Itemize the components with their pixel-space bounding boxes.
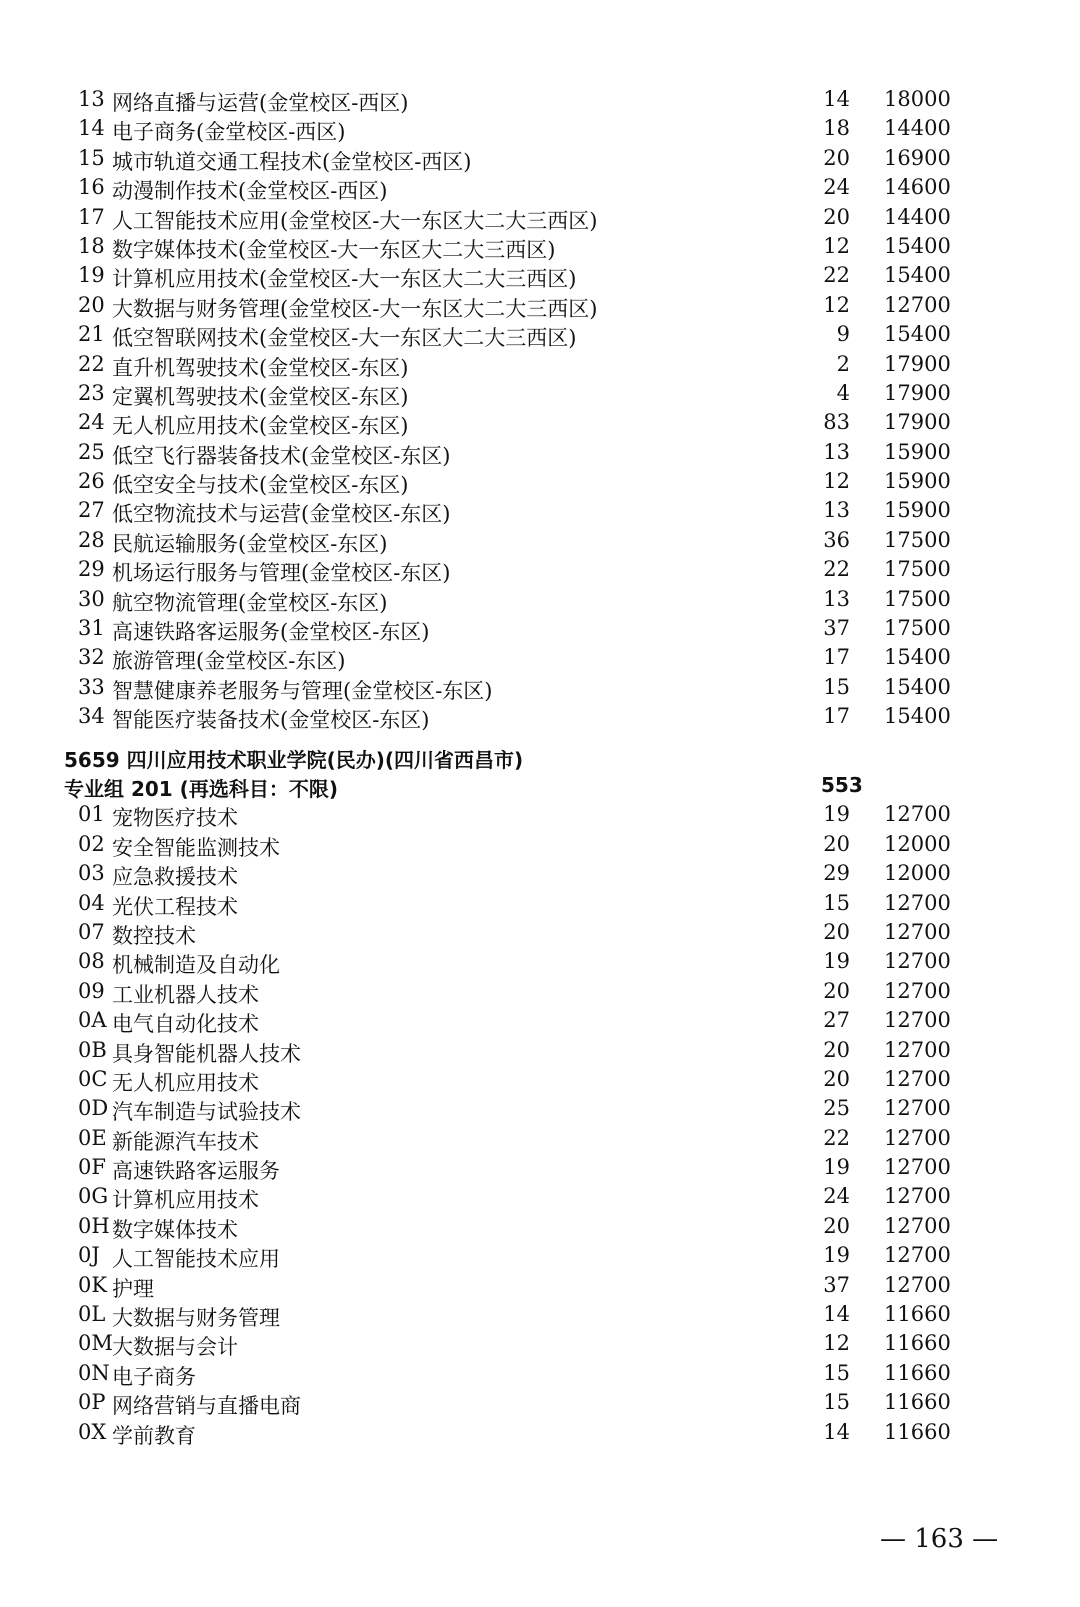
tuition-fee: 17500 [884,557,951,582]
plan-count: 14 [823,1419,850,1444]
tuition-fee: 15400 [884,704,951,729]
major-name: 高速铁路客运服务 [112,1159,280,1184]
table-row [0,947,1080,976]
major-name: 数字媒体技术(金堂校区-大一东区大二大三西区) [112,237,556,262]
tuition-fee: 12700 [884,978,951,1003]
table-row [0,85,1080,114]
tuition-fee: 16900 [884,145,951,170]
table-row [0,1212,1080,1241]
table-row [0,977,1080,1006]
tuition-fee: 15400 [884,674,951,699]
tuition-fee: 17900 [884,351,951,376]
table-row [0,1124,1080,1153]
plan-count: 15 [823,674,850,699]
major-name: 安全智能监测技术 [112,835,280,860]
major-code: 15 [78,145,105,170]
tuition-fee: 12700 [884,919,951,944]
major-code: 0A [78,1008,107,1033]
table-row [0,1359,1080,1388]
plan-count: 83 [823,410,850,435]
table-row [0,144,1080,173]
major-name: 工业机器人技术 [112,982,259,1007]
plan-count: 20 [823,1066,850,1091]
major-code: 18 [78,233,105,258]
major-code: 24 [78,410,105,435]
major-name: 计算机应用技术(金堂校区-大一东区大二大三西区) [112,267,577,292]
table-row [0,350,1080,379]
plan-count: 13 [823,498,850,523]
major-code: 33 [78,674,105,699]
major-name: 电子商务(金堂校区-西区) [112,120,346,145]
tuition-fee: 12700 [884,1037,951,1062]
major-name: 民航运输服务(金堂校区-东区) [112,531,388,556]
major-name: 智慧健康养老服务与管理(金堂校区-东区) [112,678,493,703]
tuition-fee: 12000 [884,831,951,856]
major-code: 0X [78,1419,107,1444]
plan-count: 4 [836,380,850,405]
major-code: 30 [78,586,105,611]
table-row [0,173,1080,202]
plan-count: 15 [823,1390,850,1415]
major-name: 直升机驾驶技术(金堂校区-东区) [112,355,409,380]
major-code: 0P [78,1390,106,1415]
table-row [0,1182,1080,1211]
major-name: 城市轨道交通工程技术(金堂校区-西区) [112,149,472,174]
major-name: 汽车制造与试验技术 [112,1100,301,1125]
tuition-fee: 12700 [884,1184,951,1209]
plan-count: 12 [823,1331,850,1356]
tuition-fee: 12700 [884,949,951,974]
plan-count: 12 [823,233,850,258]
plan-count: 20 [823,204,850,229]
major-name: 低空飞行器装备技术(金堂校区-东区) [112,443,451,468]
plan-count: 12 [823,469,850,494]
plan-count: 19 [823,802,850,827]
table-row [0,203,1080,232]
plan-count: 2 [836,351,850,376]
table-row [0,1418,1080,1447]
tuition-fee: 11660 [884,1331,951,1356]
plan-count: 36 [823,527,850,552]
plan-count: 13 [823,439,850,464]
tuition-fee: 17500 [884,616,951,641]
major-name: 宠物医疗技术 [112,806,238,831]
major-name: 计算机应用技术 [112,1188,259,1213]
tuition-fee: 12700 [884,1243,951,1268]
plan-count: 27 [823,1008,850,1033]
table-row [0,408,1080,437]
tuition-fee: 15900 [884,439,951,464]
plan-count: 15 [823,1360,850,1385]
table-row [0,1036,1080,1065]
major-code: 07 [78,919,105,944]
major-code: 21 [78,322,105,347]
tuition-fee: 12000 [884,861,951,886]
major-code: 29 [78,557,105,582]
plan-count: 37 [823,1272,850,1297]
table-row [0,1065,1080,1094]
table-row [0,1388,1080,1417]
table-row [0,496,1080,525]
group-header [0,771,1080,800]
major-name: 大数据与财务管理(金堂校区-大一东区大二大三西区) [112,296,598,321]
continued-major-list [0,85,1080,732]
major-code: 04 [78,890,105,915]
plan-count: 18 [823,116,850,141]
plan-count: 17 [823,704,850,729]
plan-count: 19 [823,949,850,974]
plan-count: 24 [823,1184,850,1209]
tuition-fee: 15400 [884,233,951,258]
table-row [0,702,1080,731]
major-name: 网络营销与直播电商 [112,1394,301,1419]
table-row [0,800,1080,829]
major-name: 高速铁路客运服务(金堂校区-东区) [112,620,430,645]
plan-count: 20 [823,978,850,1003]
major-code: 25 [78,439,105,464]
major-name: 人工智能技术应用 [112,1247,280,1272]
tuition-fee: 12700 [884,1213,951,1238]
table-row [0,1300,1080,1329]
group-total: 553 [821,772,863,797]
major-code: 08 [78,949,105,974]
tuition-fee: 12700 [884,802,951,827]
major-code: 0D [78,1096,109,1121]
table-row [0,1329,1080,1358]
tuition-fee: 14400 [884,116,951,141]
table-row [0,585,1080,614]
major-name: 光伏工程技术 [112,894,238,919]
table-row [0,526,1080,555]
plan-count: 13 [823,586,850,611]
major-name: 具身智能机器人技术 [112,1041,301,1066]
major-code: 17 [78,204,105,229]
major-name: 数字媒体技术 [112,1217,238,1242]
group-major-list [0,800,1080,1447]
major-code: 14 [78,116,105,141]
plan-count: 14 [823,1302,850,1327]
major-code: 32 [78,645,105,670]
table-row [0,232,1080,261]
tuition-fee: 12700 [884,1008,951,1033]
table-row [0,1094,1080,1123]
major-code: 09 [78,978,105,1003]
tuition-fee: 18000 [884,87,951,111]
plan-count: 20 [823,919,850,944]
major-name: 电子商务 [112,1364,196,1389]
major-name: 学前教育 [112,1423,196,1448]
major-code: 22 [78,351,105,376]
major-code: 20 [78,292,105,317]
table-row [0,379,1080,408]
plan-count: 20 [823,1037,850,1062]
tuition-fee: 14400 [884,204,951,229]
major-name: 无人机应用技术 [112,1070,259,1095]
major-code: 01 [78,802,105,827]
plan-count: 15 [823,890,850,915]
table-row [0,673,1080,702]
major-code: 31 [78,616,105,641]
table-row [0,614,1080,643]
major-name: 机场运行服务与管理(金堂校区-东区) [112,561,451,586]
major-name: 旅游管理(金堂校区-东区) [112,649,346,674]
tuition-fee: 12700 [884,292,951,317]
major-name: 无人机应用技术(金堂校区-东区) [112,414,409,439]
major-code: 27 [78,498,105,523]
tuition-fee: 15400 [884,645,951,670]
major-name: 航空物流管理(金堂校区-东区) [112,590,388,615]
table-row [0,643,1080,672]
major-name: 电气自动化技术 [112,1012,259,1037]
plan-count: 9 [836,322,850,347]
table-row [0,918,1080,947]
tuition-fee: 17500 [884,586,951,611]
tuition-fee: 17900 [884,410,951,435]
table-row [0,114,1080,143]
major-code: 13 [78,87,105,111]
tuition-fee: 15900 [884,498,951,523]
tuition-fee: 12700 [884,1155,951,1180]
school-header [0,742,1080,771]
tuition-fee: 12700 [884,1125,951,1150]
tuition-fee: 11660 [884,1302,951,1327]
major-code: 16 [78,175,105,200]
major-code: 0F [78,1155,106,1180]
tuition-fee: 15400 [884,322,951,347]
plan-count: 20 [823,1213,850,1238]
table-row [0,1241,1080,1270]
major-code: 19 [78,263,105,288]
major-code: 0K [78,1272,108,1297]
major-code: 0C [78,1066,108,1091]
plan-count: 20 [823,145,850,170]
tuition-fee: 17900 [884,380,951,405]
major-code: 0N [78,1360,110,1385]
major-code: 26 [78,469,105,494]
listing [0,85,1080,1447]
table-row [0,1153,1080,1182]
plan-count: 14 [823,87,850,111]
tuition-fee: 15900 [884,469,951,494]
major-name: 应急救援技术 [112,865,238,890]
table-row [0,291,1080,320]
major-name: 定翼机驾驶技术(金堂校区-东区) [112,384,409,409]
table-row [0,261,1080,290]
major-code: 0M [78,1331,113,1356]
major-code: 34 [78,704,105,729]
major-code: 0J [78,1243,100,1268]
tuition-fee: 14600 [884,175,951,200]
major-name: 大数据与财务管理 [112,1306,280,1331]
table-row [0,467,1080,496]
table-row [0,830,1080,859]
table-row [0,1271,1080,1300]
school-title: 5659 四川应用技术职业学院(民办)(四川省西昌市) [64,747,524,772]
table-row [0,320,1080,349]
major-name: 网络直播与运营(金堂校区-西区) [112,91,409,115]
plan-count: 22 [823,1125,850,1150]
tuition-fee: 11660 [884,1419,951,1444]
tuition-fee: 11660 [884,1360,951,1385]
plan-count: 17 [823,645,850,670]
table-row [0,438,1080,467]
major-code: 0G [78,1184,109,1209]
table-row [0,859,1080,888]
major-name: 机械制造及自动化 [112,953,280,978]
major-code: 0H [78,1213,110,1238]
tuition-fee: 15400 [884,263,951,288]
group-label: 专业组 201 (再选科目：不限) [64,776,338,801]
plan-count: 25 [823,1096,850,1121]
plan-count: 37 [823,616,850,641]
table-row [0,889,1080,918]
tuition-fee: 12700 [884,890,951,915]
major-code: 0L [78,1302,106,1327]
major-name: 低空物流技术与运营(金堂校区-东区) [112,502,451,527]
tuition-fee: 12700 [884,1096,951,1121]
major-name: 人工智能技术应用(金堂校区-大一东区大二大三西区) [112,208,598,233]
major-name: 智能医疗装备技术(金堂校区-东区) [112,708,430,733]
major-code: 03 [78,861,105,886]
major-name: 新能源汽车技术 [112,1129,259,1154]
tuition-fee: 17500 [884,527,951,552]
table-row [0,1006,1080,1035]
plan-count: 19 [823,1243,850,1268]
table-row [0,555,1080,584]
plan-count: 19 [823,1155,850,1180]
tuition-fee: 11660 [884,1390,951,1415]
major-code: 0B [78,1037,107,1062]
major-name: 大数据与会计 [112,1335,238,1360]
plan-count: 22 [823,263,850,288]
major-name: 护理 [112,1276,154,1301]
major-code: 02 [78,831,105,856]
plan-count: 12 [823,292,850,317]
tuition-fee: 12700 [884,1066,951,1091]
page-number: — 163 — [880,1524,999,1554]
plan-count: 24 [823,175,850,200]
plan-count: 20 [823,831,850,856]
plan-count: 29 [823,861,850,886]
major-name: 低空智联网技术(金堂校区-大一东区大二大三西区) [112,326,577,351]
plan-count: 22 [823,557,850,582]
major-name: 动漫制作技术(金堂校区-西区) [112,179,388,204]
major-code: 23 [78,380,105,405]
major-code: 28 [78,527,105,552]
major-name: 低空安全与技术(金堂校区-东区) [112,473,409,498]
major-name: 数控技术 [112,923,196,948]
tuition-fee: 12700 [884,1272,951,1297]
major-code: 0E [78,1125,107,1150]
